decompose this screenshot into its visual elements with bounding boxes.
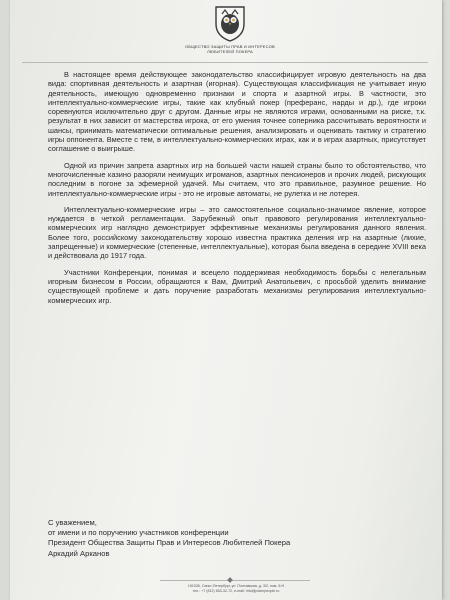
- footer-contacts: [150, 584, 322, 594]
- letter-page: [10, 0, 442, 600]
- paragraph-3: Интеллектуально-коммерческие игры – это самостоятельное социально-значимое явление, которое нуждается в четкой регламентации. Зарубежный опыт правового регулирования интеллектуально-коммерческих игр наглядно демонстрирует эффективные механизмы регулирования данного явления. Более того, российскому законодательству хорошо известна практика деления игр на азартные (лихие, запрещенные) и коммерческие (степенные, интеллектуальные), которая была введена в середине XVIII века и действовала до 1917 года.: [48, 204, 426, 261]
- organization-name: [160, 44, 300, 54]
- paragraph-1: В настоящее время действующее законодательство классифицирует игровую деятельность на два вида: спортивная деятельность и азартная (игорная). Существующая классификация не учитывает иную деятельность, имеющую одновременно признаки и спорта и азартной игры. В частности, это интеллектуально-коммерческие игры, такие как клубный покер (преферанс, нарды и др.), где игроки соревнуются исключительно друг с другом. Данные игры не являются играми, основанными на риске, т.к. результат в них зависит от мастерства игрока, от его умения точнее соперника рассчитывать вероятности и шансы, принимать математически оптимальные решения, анализировать и оценивать тактику и стратегию игры оппонента. Вместе с тем, в интеллектуально-коммерческих играх, как и в играх азартных, присутствует соглашение о выигрыше.: [48, 70, 426, 154]
- paragraph-4: Участники Конференции, понимая и всецело поддерживая необходимость борьбы с нелегальным игорным бизнесом в России, обращаются к Вам, Дмитрий Анатольевич, с просьбой уделить внимание существующей проблеме и дать поручение разработать механизмы регулирования интеллектуально-коммерческих игр.: [48, 267, 426, 305]
- signer-name: Аркадий Арканов: [48, 548, 110, 558]
- signer-title: Президент Общества Защиты Прав и Интересов Любителей Покера: [48, 538, 291, 548]
- signature-block: [48, 518, 408, 559]
- on-behalf-line: от имени и по поручению участников конференции: [48, 528, 229, 538]
- paragraph-2: Одной из причин запрета азартных игр на большей части нашей страны было то обстоятельство, что многочисленные казино разоряли неимущих игроманов, азартных пенсионеров и прочих людей, рискующих последним в погоне за эфемерной удачей. Мы считаем, что это правильное, разумное решение. Но интеллектуально-коммерческие игры - это не игровые автоматы, не рулетка и не лотерея.: [48, 160, 426, 198]
- footer-ornament: [227, 577, 233, 583]
- footer-divider: [160, 580, 310, 581]
- closing: С уважением,: [48, 518, 97, 527]
- owl-shield-logo-icon: [213, 4, 247, 42]
- letter-body: [48, 70, 426, 312]
- org-name-line-1: ОБЩЕСТВО ЗАЩИТЫ ПРАВ И ИНТЕРЕСОВ: [185, 44, 275, 49]
- org-name-line-2: ЛЮБИТЕЛЕЙ ПОКЕРА: [207, 49, 253, 54]
- footer-address: 191036, Санкт-Петербург, ул. Полтавская, д. 3/2, пом. 5-Н: [187, 584, 285, 588]
- footer-phone-email: тел.: +7 (812) 653-32-72, e-mail: info@pokerpeople.ru: [192, 589, 280, 593]
- header-divider: [22, 62, 428, 63]
